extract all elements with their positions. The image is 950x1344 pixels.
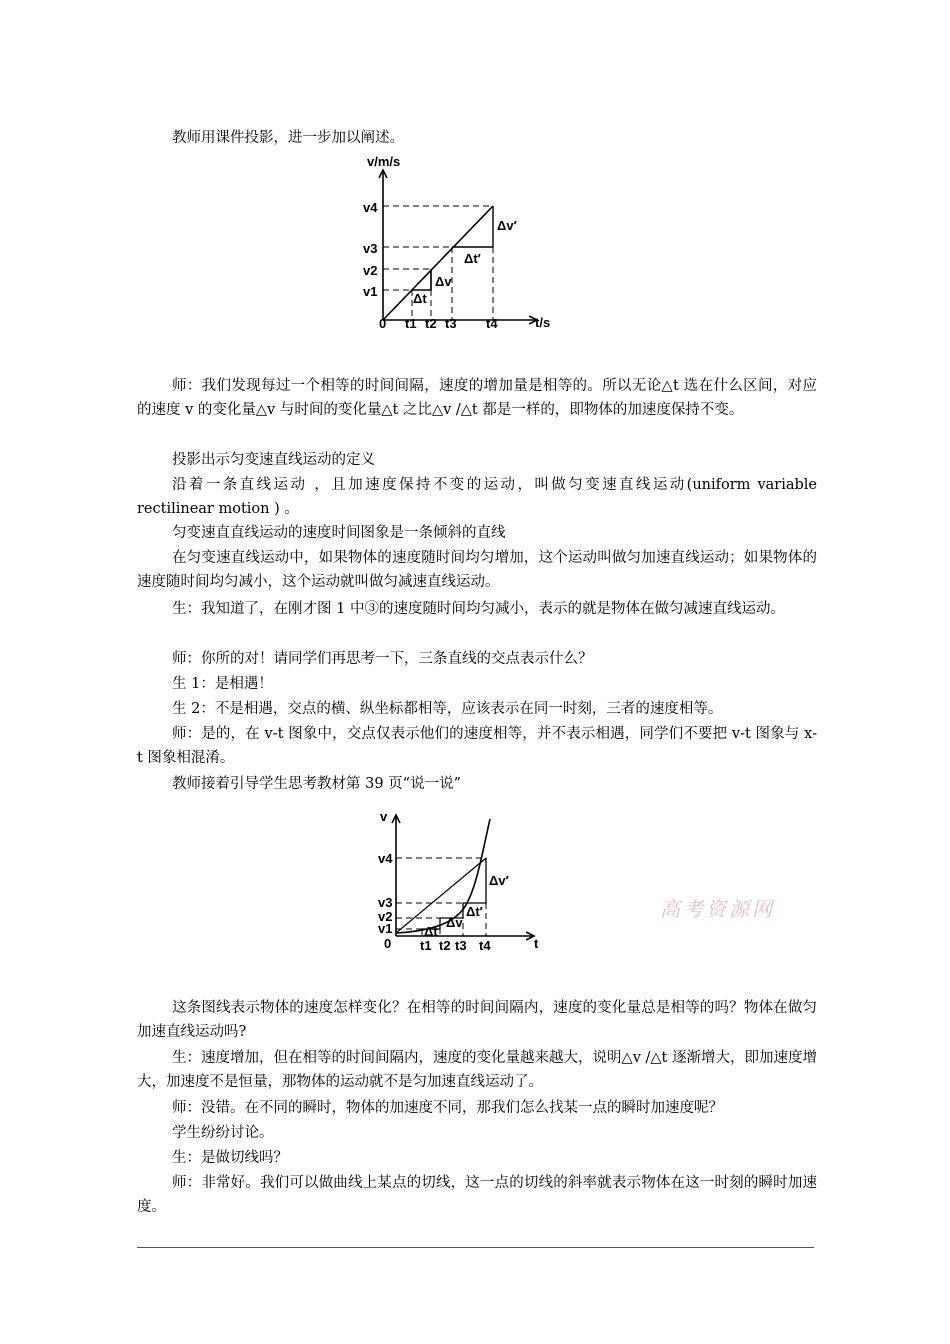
paragraph-graph-note: 匀变速直直线运动的速度时间图象是一条倾斜的直线 [172,525,506,541]
t4-label: t4 [486,316,498,331]
delta-t-label: Δt [413,291,427,306]
x-axis-label: t/s [535,315,551,330]
v4-label: v4 [363,200,378,215]
paragraph-accel-decel: 在匀变速直线运动中，如果物体的速度随时间均匀增加，这个运动叫做匀加速直线运动；如果物体的速度随时间均匀减小，这个运动就叫做匀减速直线运动。 [137,550,817,590]
delta-v-label: Δv [435,274,452,289]
t2-label: t2 [425,316,437,331]
paragraph-student-2: 生：速度增加，但在相等的时间间隔内，速度的变化量越来越大，说明△v /△t 逐渐增大，即加速度增大，加速度不是恒量，那物体的运动就不是匀加速直线运动了。 [137,1050,817,1090]
origin-label: 0 [384,936,392,951]
paragraph-teacher-1: 师：我们发现每过一个相等的时间间隔，速度的增加量是相等的。所以无论△t 选在什么区间，对应的速度 v 的变化量△v 与时间的变化量△t 之比△v /△t 都是一样的，即物体的加速度保持不变。 [137,378,817,418]
paragraph-teacher-3: 师：是的，在 v-t 图象中，交点仅表示他们的速度相等，并不表示相遇，同学们不要把 v-t 图象与 x-t 图象相混淆。 [137,726,817,766]
paragraph-discussion: 学生纷纷讨论。 [172,1125,274,1141]
paragraph-textbook: 教师接着引导学生思考教材第 39 页“说一说” [172,776,461,792]
paragraph-student-3: 生：是做切线吗？ [172,1150,288,1166]
v1-label: v1 [363,284,378,299]
paragraph-teacher-5: 师：非常好。我们可以做曲线上某点的切线，这一点的切线的斜率就表示物体在这一时刻的瞬时加速度。 [137,1175,817,1215]
t2-label: t2 [439,938,451,953]
delta-v-prime-label: Δv′ [489,873,509,888]
paragraph-student-b: 生 2：不是相遇，交点的横、纵坐标都相等，应该表示在同一时刻，三者的速度相等。 [172,701,723,717]
origin-label: 0 [379,316,387,331]
delta-v-label: Δv [446,915,463,930]
t1-label: t1 [420,938,432,953]
footer-divider [137,1247,814,1248]
t4-label: t4 [479,938,491,953]
figure-curved-vt-graph [362,805,552,960]
paragraph-projection: 投影出示匀变速直线运动的定义 [172,452,375,468]
v4-label: v4 [378,851,393,866]
t1-label: t1 [405,316,417,331]
v2-label: v2 [378,909,393,924]
t3-label: t3 [445,316,457,331]
v3-label: v3 [363,241,378,256]
paragraph-question: 这条图线表示物体的速度怎样变化？在相等的时间间隔内，速度的变化量总是相等的吗？物体在做匀加速直线运动吗? [137,1000,817,1040]
paragraph-teacher-4: 师：没错。在不同的瞬时，物体的加速度不同，那我们怎么找某一点的瞬时加速度呢？ [172,1100,723,1116]
delta-v-prime-label: Δv′ [497,218,517,233]
x-axis-label: t [534,936,539,951]
v3-label: v3 [378,895,393,910]
t3-label: t3 [455,938,467,953]
delta-t-prime-label: Δt′ [466,904,483,919]
paragraph-intro: 教师用课件投影，进一步加以阐述。 [172,130,404,146]
delta-t-label: Δt [424,924,438,939]
v1-label: v1 [378,921,393,936]
paragraph-student-1: 生：我知道了，在刚才图 1 中③的速度随时间均匀减小，表示的就是物体在做匀减速直线运动。 [172,601,785,617]
paragraph-teacher-2: 师：你所的对！请同学们再思考一下，三条直线的交点表示什么？ [172,651,593,667]
paragraph-student-a: 生 1：是相遇！ [172,676,273,692]
y-axis-label: v [380,809,388,824]
figure-linear-vt-graph [355,150,575,335]
delta-t-prime-label: Δt′ [464,251,481,266]
v2-label: v2 [363,263,378,278]
y-axis-label: v/m/s [367,154,401,169]
watermark: 高考资源网 [660,897,775,921]
paragraph-definition: 沿着一条直线运动 ，且加速度保持不变的运动，叫做匀变速直线运动(uniform variable rectilinear motion ) 。 [137,477,822,517]
